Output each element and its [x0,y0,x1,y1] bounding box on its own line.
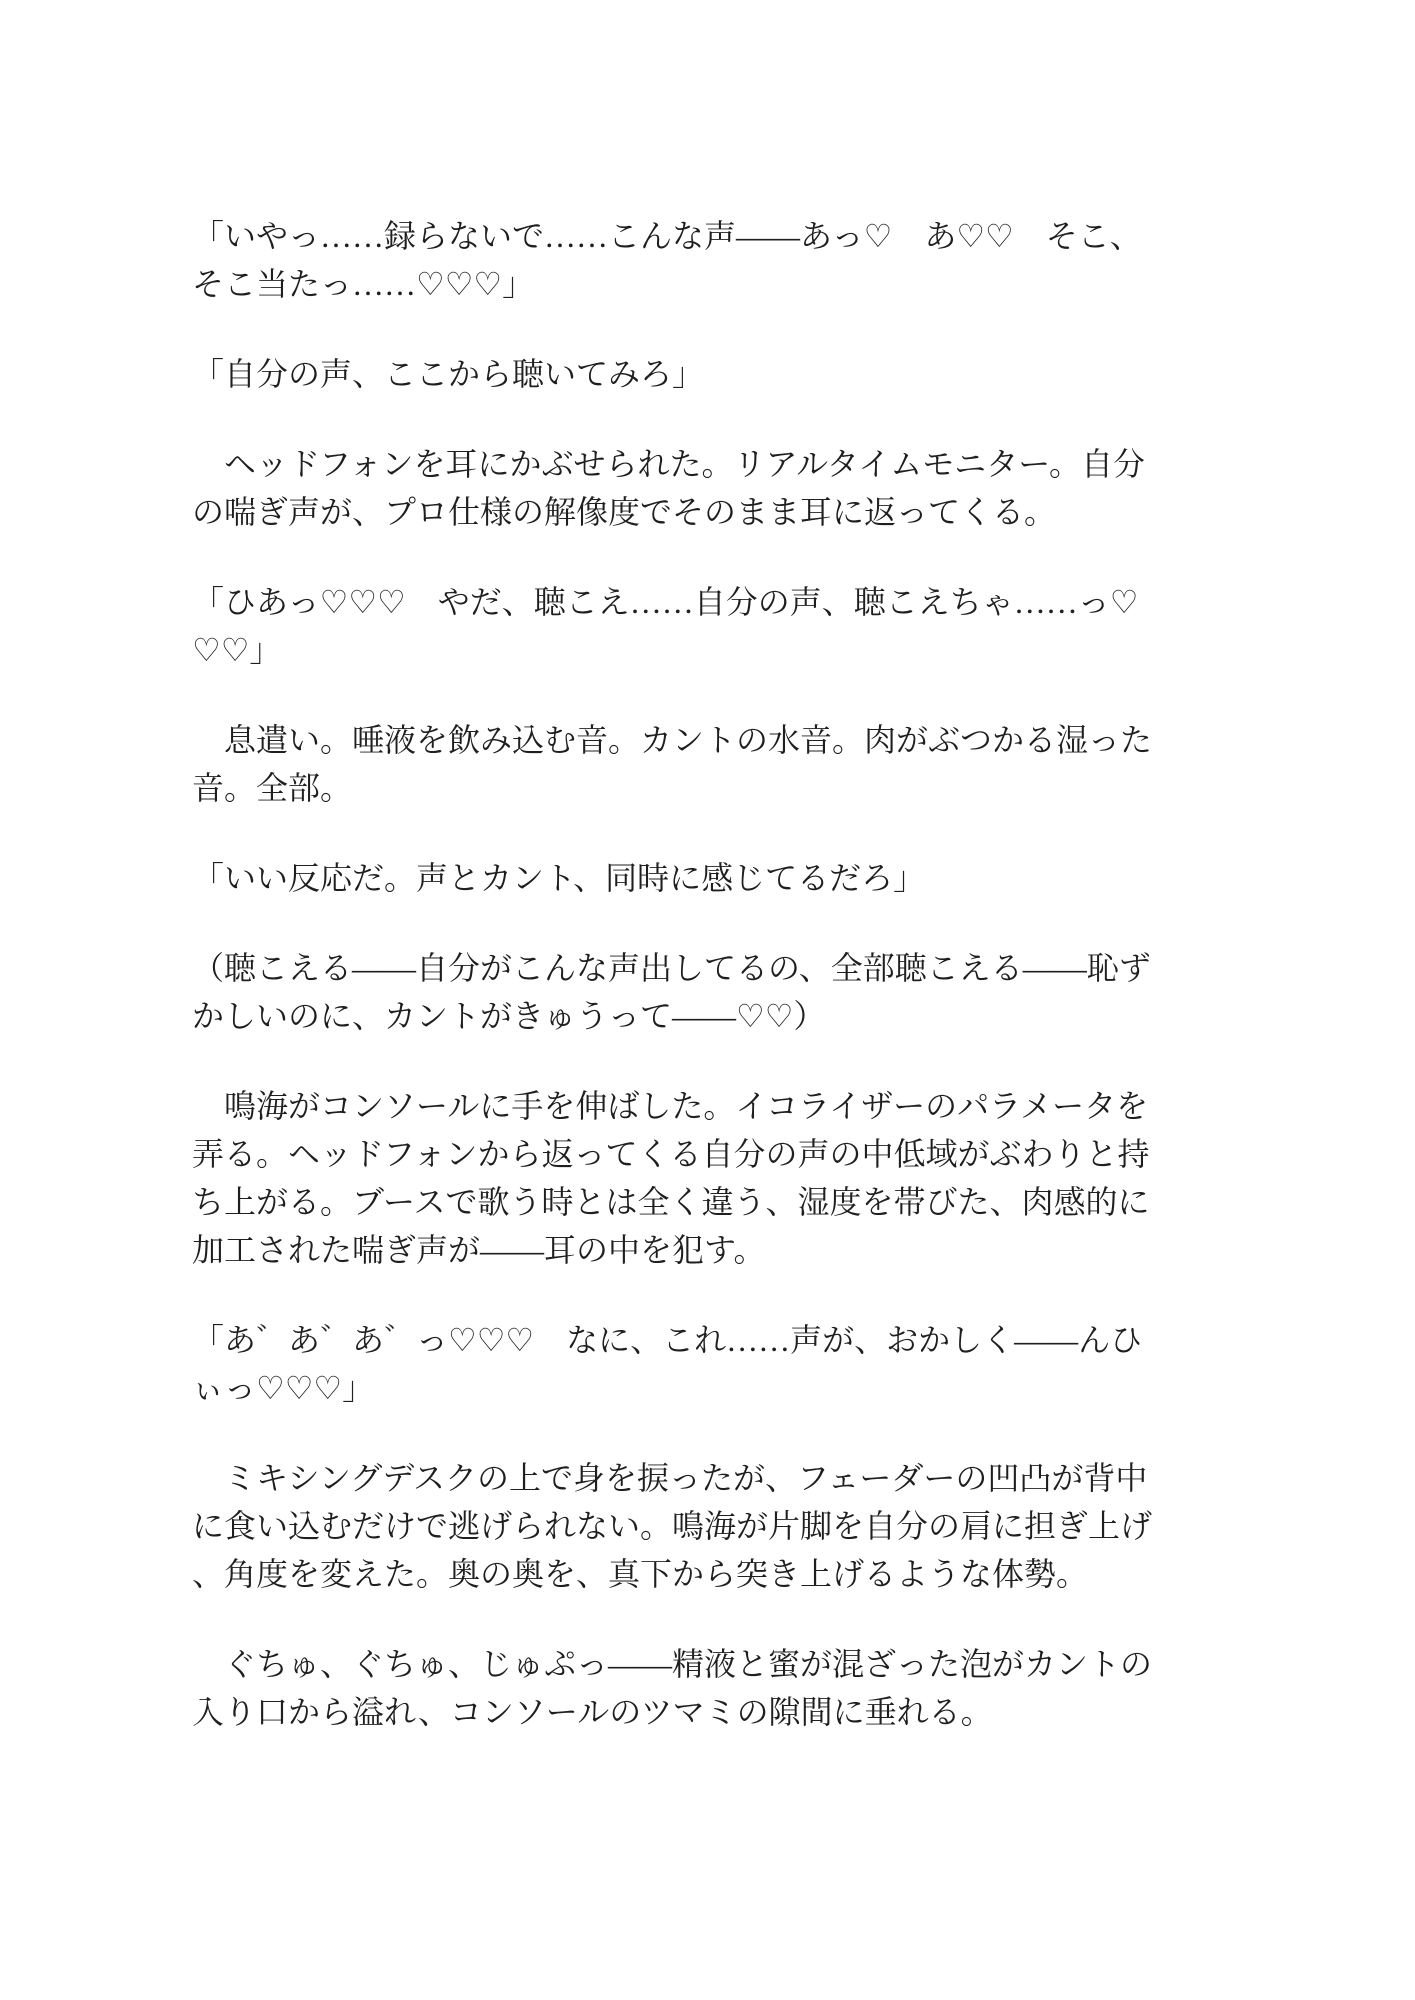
paragraph-3-narration [192,440,1182,536]
text-line: ヘッドフォンを耳にかぶせられた。リアルタイムモニター。自分 [192,446,1145,482]
text-line: ち上がる。ブースで歌う時とは全く違う、湿度を帯びた、肉感的に [192,1184,1150,1220]
text-line: 音。全部。 [192,770,353,806]
text-line: の喘ぎ声が、プロ仕様の解像度でそのまま耳に返ってくる。 [192,494,1057,530]
paragraph-4-dialogue [192,578,1182,674]
paragraph-9-dialogue [192,1316,1182,1412]
story-text-block [192,212,1182,1778]
text-line: そこ当たっ……♡♡♡」 [192,266,535,302]
text-line: ぐちゅ、ぐちゅ、じゅぷっ——精液と蜜が混ざった泡がカントの [192,1646,1153,1682]
text-line: 「ひあっ♡♡♡ やだ、聴こえ……自分の声、聴こえちゃ……っ♡ [192,584,1139,620]
paragraph-5-narration [192,716,1182,812]
text-line: 息遣い。唾液を飲み込む音。カントの水音。肉がぶつかる湿った [192,722,1153,758]
text-line: 入り口から溢れ、コンソールのツマミの隙間に垂れる。 [192,1694,993,1730]
paragraph-1-dialogue [192,212,1182,308]
text-line: （聴こえる——自分がこんな声出してるの、全部聴こえる——恥ず [192,950,1151,986]
paragraph-10-narration [192,1454,1182,1598]
text-line: ミキシングデスクの上で身を捩ったが、フェーダーの凹凸が背中 [192,1460,1148,1496]
paragraph-7-inner-thought [192,944,1182,1040]
text-line: ♡♡」 [192,632,282,668]
text-line: 「あ゛あ゛あ゛っ♡♡♡ なに、これ……声が、おかしく——んひ [192,1322,1143,1358]
paragraph-8-narration [192,1082,1182,1274]
text-line: ぃっ♡♡♡」 [192,1370,375,1406]
text-line: 、角度を変えた。奥の奥を、真下から突き上げるような体勢。 [192,1556,1089,1592]
text-line: に食い込むだけで逃げられない。鳴海が片脚を自分の肩に担ぎ上げ [192,1508,1153,1544]
text-line: 「いやっ……録らないで……こんな声——あっ♡ あ♡♡ そこ、 [192,218,1142,254]
text-line: 「いい反応だ。声とカント、同時に感じてるだろ」 [192,860,926,896]
text-line: 鳴海がコンソールに手を伸ばした。イコライザーのパラメータを [192,1088,1149,1124]
text-line: 「自分の声、ここから聴いてみろ」 [192,356,705,392]
paragraph-2-dialogue [192,350,1182,398]
text-line: 加工された喘ぎ声が——耳の中を犯す。 [192,1232,766,1268]
paragraph-11-narration [192,1640,1182,1736]
paragraph-6-dialogue [192,854,1182,902]
text-line: 弄る。ヘッドフォンから返ってくる自分の声の中低域がぶわりと持 [192,1136,1150,1172]
text-line: かしいのに、カントがきゅうって——♡♡） [192,998,826,1034]
